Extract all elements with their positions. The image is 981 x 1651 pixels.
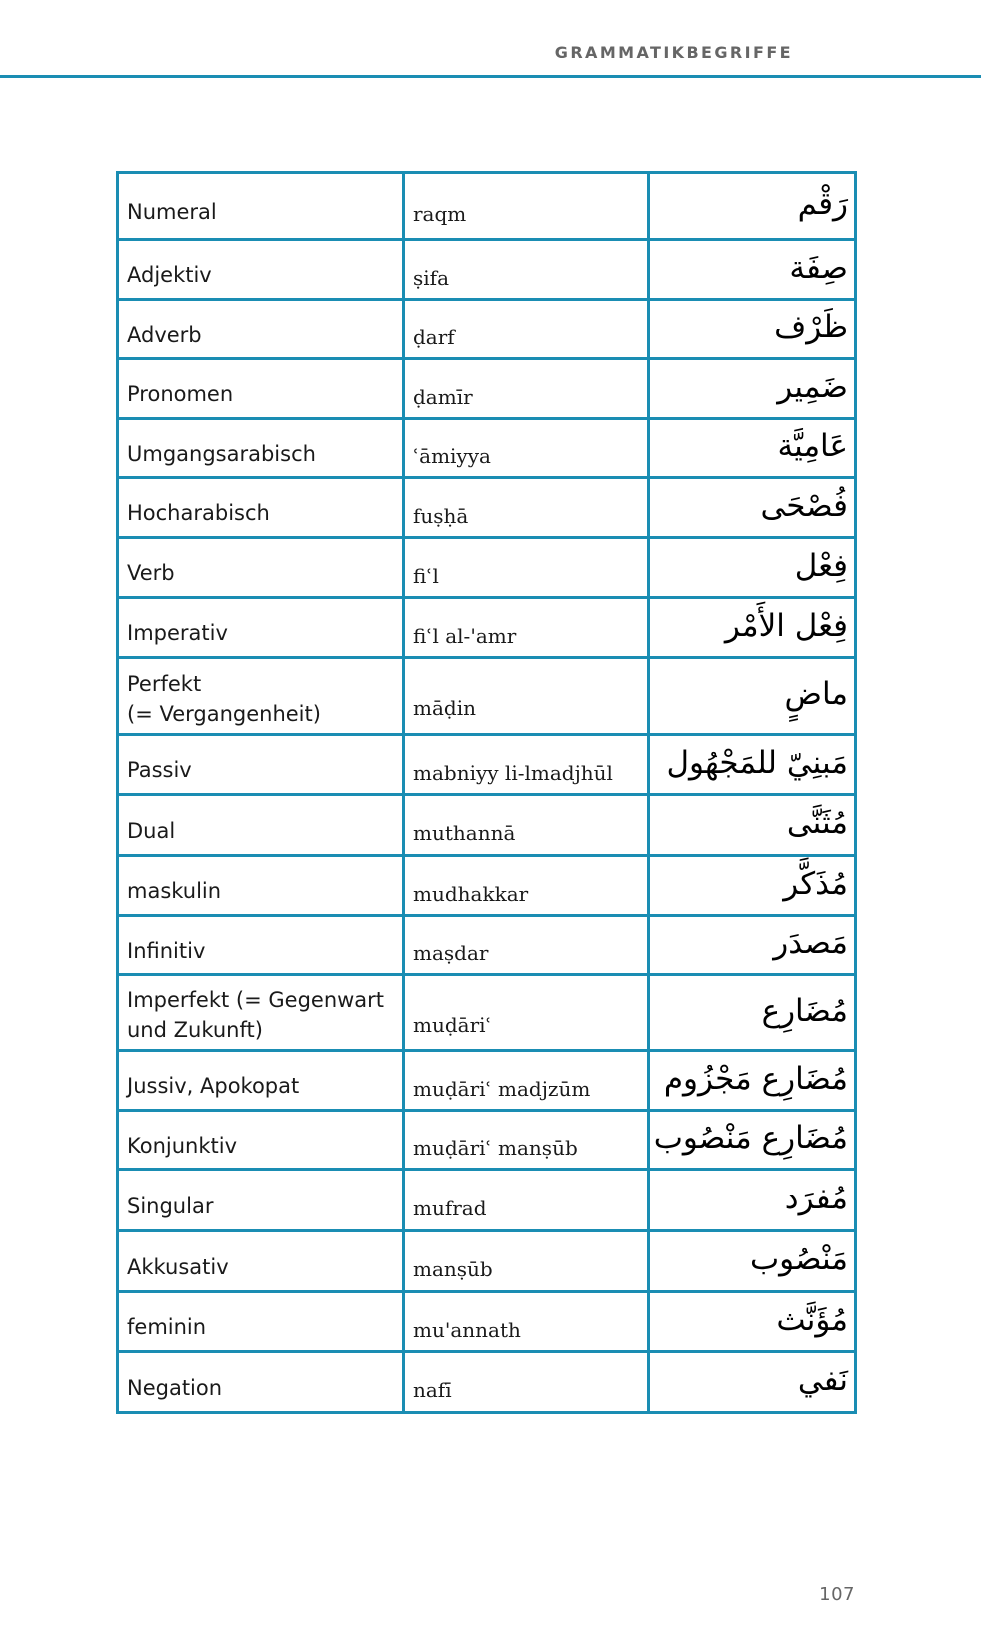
- table-row: [118, 1051, 856, 1111]
- german-term: Pronomen: [127, 382, 234, 406]
- transliteration: ʿāmiyya: [413, 444, 491, 468]
- german-term-cell: [118, 1111, 404, 1170]
- transliteration-cell: [404, 1170, 649, 1231]
- german-term: [127, 980, 402, 1045]
- transliteration-cell: [404, 856, 649, 916]
- arabic-term: رَقْم: [797, 186, 848, 222]
- transliteration-cell: [404, 300, 649, 359]
- transliteration: nafī: [413, 1378, 452, 1402]
- arabic-term: عَامِيَّة: [777, 428, 848, 464]
- table-row: [118, 975, 856, 1051]
- transliteration: ḍarf: [413, 325, 455, 349]
- running-header: [0, 0, 981, 78]
- transliteration-cell: [404, 658, 649, 735]
- german-term-cell: [118, 1051, 404, 1111]
- arabic-term: مُؤَنَّث: [776, 1301, 848, 1338]
- transliteration: manṣūb: [413, 1257, 493, 1281]
- transliteration-cell: [404, 1051, 649, 1111]
- arabic-term-cell: [649, 916, 856, 975]
- arabic-term: ضَمِير: [777, 368, 848, 405]
- table-row: [118, 1170, 856, 1231]
- arabic-term-cell: [649, 795, 856, 856]
- german-term-cell: [118, 1231, 404, 1292]
- german-term: Umgangsarabisch: [127, 441, 316, 466]
- transliteration-cell: [404, 916, 649, 975]
- table-row: [118, 478, 856, 538]
- arabic-term: نَفي: [797, 1362, 848, 1398]
- table-row: [118, 856, 856, 916]
- german-term-cell: [118, 240, 404, 300]
- german-term-cell: [118, 478, 404, 538]
- transliteration: muḍāriʿ madjzūm: [413, 1076, 591, 1101]
- page-number: 107: [819, 1584, 855, 1605]
- german-term-cell: [118, 658, 404, 735]
- header-rule: [0, 75, 981, 78]
- arabic-term: فُصْحَى: [760, 487, 848, 524]
- german-term-cell: [118, 419, 404, 478]
- german-term: Verb: [127, 561, 175, 585]
- german-term-line-2: (= Vergangenheit): [127, 701, 321, 726]
- transliteration: mufrad: [413, 1196, 487, 1220]
- transliteration-cell: [404, 735, 649, 795]
- transliteration: fiʿl: [413, 563, 439, 588]
- transliteration-cell: [404, 419, 649, 478]
- table-row: [118, 300, 856, 359]
- german-term: Dual: [127, 818, 176, 843]
- arabic-term-cell: [649, 1051, 856, 1111]
- arabic-term-cell: [649, 1170, 856, 1231]
- table-row: [118, 173, 856, 240]
- german-term: Numeral: [127, 199, 217, 224]
- table-row: [118, 240, 856, 300]
- transliteration-cell: [404, 478, 649, 538]
- transliteration: fuṣḥā: [413, 503, 469, 528]
- german-term-cell: [118, 359, 404, 419]
- german-term: Singular: [127, 1193, 214, 1218]
- german-term: feminin: [127, 1315, 207, 1339]
- transliteration: mudhakkar: [413, 881, 529, 906]
- arabic-term: ظَرْف: [774, 309, 848, 345]
- german-term-line-1: Imperfekt (= Gegenwart: [127, 988, 385, 1012]
- arabic-term-cell: [649, 598, 856, 658]
- transliteration-cell: [404, 1231, 649, 1292]
- table-row: [118, 1292, 856, 1352]
- german-term: Infinitiv: [127, 938, 206, 963]
- table-row: [118, 1352, 856, 1413]
- arabic-term-cell: [649, 173, 856, 240]
- german-term-cell: [118, 795, 404, 856]
- german-term-cell: [118, 1292, 404, 1352]
- german-term: Konjunktiv: [127, 1133, 237, 1158]
- arabic-term: مُثَنَّى: [786, 805, 848, 841]
- arabic-term: مُضَارِع مَجْزُوم: [663, 1060, 848, 1097]
- transliteration: māḍin: [413, 696, 476, 720]
- arabic-term-cell: [649, 538, 856, 598]
- transliteration: muthannā: [413, 821, 516, 845]
- arabic-term-cell: [649, 419, 856, 478]
- arabic-term-cell: [649, 1352, 856, 1413]
- german-term: [127, 664, 402, 729]
- german-term-cell: [118, 1352, 404, 1413]
- arabic-term-cell: [649, 1231, 856, 1292]
- german-term-cell: [118, 975, 404, 1051]
- running-title: GRAMMATIKBEGRIFFE: [554, 43, 793, 62]
- arabic-term-cell: [649, 735, 856, 795]
- transliteration-cell: [404, 795, 649, 856]
- transliteration-cell: [404, 598, 649, 658]
- table-row: [118, 916, 856, 975]
- arabic-term-cell: [649, 1292, 856, 1352]
- grammar-terms-table: [116, 171, 857, 1414]
- arabic-term: مُضَارِع مَنْصُوب: [653, 1120, 848, 1156]
- transliteration-cell: [404, 538, 649, 598]
- german-term: maskulin: [127, 879, 222, 903]
- transliteration: muḍāriʿ manṣūb: [413, 1136, 578, 1160]
- german-term: Negation: [127, 1375, 223, 1400]
- german-term: Adverb: [127, 322, 202, 347]
- german-term-cell: [118, 1170, 404, 1231]
- transliteration: mu'annath: [413, 1317, 521, 1342]
- transliteration-cell: [404, 240, 649, 300]
- table-row: [118, 598, 856, 658]
- arabic-term-cell: [649, 300, 856, 359]
- german-term-cell: [118, 598, 404, 658]
- arabic-term-cell: [649, 975, 856, 1051]
- german-term-cell: [118, 856, 404, 916]
- transliteration: ḍamīr: [413, 384, 473, 409]
- transliteration-cell: [404, 975, 649, 1051]
- arabic-term: مُفرَد: [784, 1180, 848, 1216]
- table-row: [118, 538, 856, 598]
- transliteration: raqm: [413, 202, 467, 226]
- table-body: [118, 173, 856, 1413]
- arabic-term: مَصدَر: [773, 925, 848, 961]
- arabic-term: مُضَارِع: [761, 992, 848, 1029]
- arabic-term-cell: [649, 1111, 856, 1170]
- arabic-term: فِعْل: [794, 547, 848, 584]
- german-term-cell: [118, 300, 404, 359]
- arabic-term: ماضٍ: [784, 676, 848, 712]
- german-term-line-1: Perfekt: [127, 671, 202, 696]
- german-term-cell: [118, 916, 404, 975]
- german-term: Jussiv, Apokopat: [127, 1074, 300, 1098]
- german-term: Imperativ: [127, 621, 228, 645]
- german-term-cell: [118, 735, 404, 795]
- transliteration: maṣdar: [413, 941, 489, 965]
- transliteration: ṣifa: [413, 265, 449, 290]
- german-term-cell: [118, 173, 404, 240]
- transliteration: fiʿl al-'amr: [413, 623, 517, 648]
- arabic-term-cell: [649, 658, 856, 735]
- table-row: [118, 1231, 856, 1292]
- arabic-term: مَبنِيّ للمَجْهُول: [666, 744, 848, 781]
- transliteration-cell: [404, 1111, 649, 1170]
- arabic-term: مَنْصُوب: [749, 1241, 848, 1277]
- transliteration-cell: [404, 1352, 649, 1413]
- arabic-term: صِفَة: [789, 249, 848, 286]
- arabic-term-cell: [649, 240, 856, 300]
- german-term: Passiv: [127, 758, 192, 782]
- table-row: [118, 795, 856, 856]
- arabic-term-cell: [649, 856, 856, 916]
- arabic-term-cell: [649, 478, 856, 538]
- transliteration-cell: [404, 1292, 649, 1352]
- table-row: [118, 735, 856, 795]
- german-term: Hocharabisch: [127, 501, 270, 525]
- transliteration: muḍāriʿ: [413, 1012, 492, 1037]
- german-term: Akkusativ: [127, 1254, 229, 1279]
- german-term-line-2: und Zukunft): [127, 1018, 263, 1042]
- german-term-cell: [118, 538, 404, 598]
- table-row: [118, 1111, 856, 1170]
- table-row: [118, 359, 856, 419]
- transliteration: mabniyy li-lmadjhūl: [413, 760, 613, 785]
- arabic-term-cell: [649, 359, 856, 419]
- transliteration-cell: [404, 173, 649, 240]
- table-row: [118, 658, 856, 735]
- transliteration-cell: [404, 359, 649, 419]
- table-row: [118, 419, 856, 478]
- german-term: Adjektiv: [127, 263, 212, 287]
- arabic-term: فِعْل الأَمْر: [724, 607, 848, 644]
- arabic-term: مُذَكَّر: [783, 865, 848, 902]
